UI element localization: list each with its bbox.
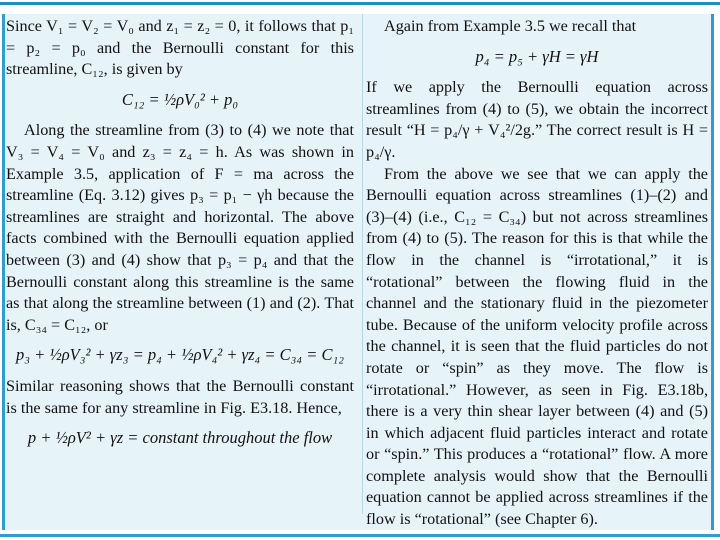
right-paragraph-1: Again from Example 3.5 we recall that: [384, 17, 637, 35]
equation-c12: C₁₂ = ½ρV₀² + p₀: [121, 89, 239, 109]
left-paragraph-3: Similar reasoning shows that the Bernoulli constant is the same for any streamline in Fig. E3.18. Hence,: [6, 376, 354, 417]
left-column: [6, 16, 354, 459]
right-column: [366, 16, 708, 531]
equation-c34: p₃ + ½ρV₃² + γz₃ = p₄ + ½ρV₄² + γz₄ = C₃₄ = C₁₂: [15, 345, 345, 365]
right-paragraph-2: If we apply the Bernoulli equation across streamlines from (4) to (5), we obtain the incorrect result “H = p₄/γ + V₄²/2g.” The correct result is H = p₄/γ.: [366, 78, 708, 161]
top-rule: [0, 2, 720, 5]
equation-constant-flow: p + ½ρV² + γz = constant throughout the flow: [27, 428, 333, 448]
right-paragraph-3: From the above we see that we can apply the Bernoulli equation across streamlines (1)–(2) and (3)–(4) (i.e., C₁₂ = C₃₄) but not across streamlines from (4) to (5). The reason for this is that while the flow in the channel is “irrotational,” it is “rotational” between the flowing fluid in the channel and the stationary fluid in the piezometer tube. Because of the uniform velocity profile across the channel, it is seen that the fluid particles do not rotate or “spin” as they move. The flow is “irrotational.” However, as seen in Fig. E3.18b, there is a very thin shear layer between (4) and (5) in which adjacent fluid particles interact and rotate or “spin.” This produces a “rotational” flow. A more complete analysis would show that the Bernoulli equation cannot be applied across streamlines if the flow is “rotational” (see Chapter 6).: [366, 164, 708, 529]
equation-p4: p₄ = p₅ + γH = γH: [475, 46, 599, 66]
column-divider: [362, 14, 363, 514]
bottom-rule: [0, 534, 720, 537]
left-paragraph-2: Along the streamline from (3) to (4) we note that V₃ = V₄ = V₀ and z₃ = z₄ = h. As was shown in Example 3.5, application of F = ma across the streamline (Eq. 3.12) gives p₃ = p₁ − γh because the streamlines are straight and horizontal. The above facts combined with the Bernoulli equation applied between (3) and (4) show that p₃ = p₄ and that the Bernoulli constant along this streamline is the same as that along the streamline between (1) and (2). That is, C₃₄ = C₁₂, or: [6, 121, 354, 334]
left-paragraph-1: Since V₁ = V₂ = V₀ and z₁ = z₂ = 0, it follows that p₁ = p₂ = p₀ and the Bernoulli constant for this streamline, C₁₂, is given by: [6, 17, 354, 79]
